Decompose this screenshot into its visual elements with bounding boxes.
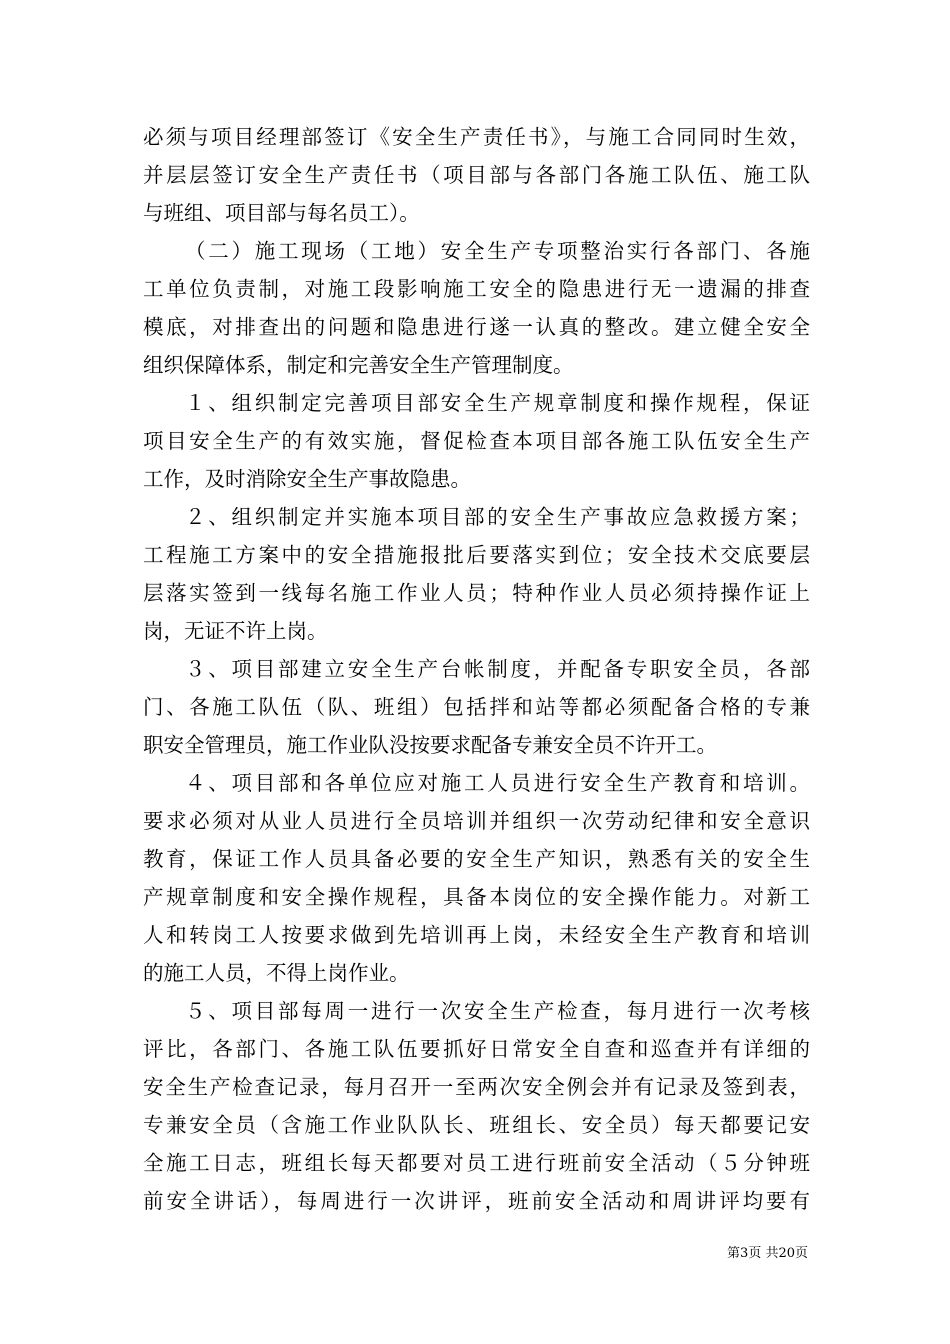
paragraph-line: 工程施工方案中的安全措施报批后要落实到位；安全技术交底要层 xyxy=(143,543,810,567)
paragraph-line: 工作，及时消除安全生产事故隐患。 xyxy=(143,467,471,491)
paragraph-line: １、组织制定完善项目部安全生产规章制度和操作规程，保证 xyxy=(185,391,810,415)
paragraph-line: 必须与项目经理部签订《安全生产责任书》，与施工合同同时生效， xyxy=(143,125,810,149)
paragraph-line: 层落实签到一线每名施工作业人员；特种作业人员必须持操作证上 xyxy=(143,581,810,605)
paragraph-line: 岗，无证不许上岗。 xyxy=(143,619,328,643)
paragraph-line: （二）施工现场（工地）安全生产专项整治实行各部门、各施 xyxy=(185,239,810,263)
paragraph-line: ５、项目部每周一进行一次安全生产检查，每月进行一次考核 xyxy=(185,999,810,1023)
paragraph-line: ３、项目部建立安全生产台帐制度，并配备专职安全员，各部 xyxy=(185,657,810,681)
paragraph-line: ２、组织制定并实施本项目部的安全生产事故应急救援方案； xyxy=(185,505,810,529)
paragraph-line: 与班组、项目部与每名员工）。 xyxy=(143,201,420,225)
paragraph-line: 模底，对排查出的问题和隐患进行遂一认真的整改。建立健全安全 xyxy=(143,315,810,339)
paragraph-line: 教育，保证工作人员具备必要的安全生产知识，熟悉有关的安全生 xyxy=(143,847,810,871)
paragraph-line: 要求必须对从业人员进行全员培训并组织一次劳动纪律和安全意识 xyxy=(143,809,810,833)
document-body xyxy=(143,118,810,1220)
paragraph-line: 门、各施工队伍（队、班组）包括拌和站等都必须配备合格的专兼 xyxy=(143,695,810,719)
paragraph-line: 前安全讲话），每周进行一次讲评，班前安全活动和周讲评均要有 xyxy=(143,1189,810,1213)
paragraph-line: 全施工日志，班组长每天都要对员工进行班前安全活动（５分钟班 xyxy=(143,1151,810,1175)
paragraph-line: ４、项目部和各单位应对施工人员进行安全生产教育和培训。 xyxy=(185,771,810,795)
paragraph-line: 评比，各部门、各施工队伍要抓好日常安全自查和巡查并有详细的 xyxy=(143,1037,810,1061)
page-number-footer: 第3页 共20页 xyxy=(727,1246,808,1261)
paragraph-line: 项目安全生产的有效实施，督促检查本项目部各施工队伍安全生产 xyxy=(143,429,810,453)
paragraph-line: 并层层签订安全生产责任书（项目部与各部门各施工队伍、施工队 xyxy=(143,163,810,187)
paragraph-line: 人和转岗工人按要求做到先培训再上岗，未经安全生产教育和培训 xyxy=(143,923,810,947)
paragraph-line: 的施工人员，不得上岗作业。 xyxy=(143,961,410,985)
paragraph-line: 产规章制度和安全操作规程，具备本岗位的安全操作能力。对新工 xyxy=(143,885,810,909)
paragraph-line: 安全生产检查记录，每月召开一至两次安全例会并有记录及签到表， xyxy=(143,1075,810,1099)
paragraph-line: 职安全管理员，施工作业队没按要求配备专兼安全员不许开工。 xyxy=(143,733,717,757)
paragraph-line: 专兼安全员（含施工作业队队长、班组长、安全员）每天都要记安 xyxy=(143,1113,810,1137)
paragraph-line: 组织保障体系，制定和完善安全生产管理制度。 xyxy=(143,353,574,377)
paragraph-line: 工单位负责制，对施工段影响施工安全的隐患进行无一遗漏的排查 xyxy=(143,277,810,301)
